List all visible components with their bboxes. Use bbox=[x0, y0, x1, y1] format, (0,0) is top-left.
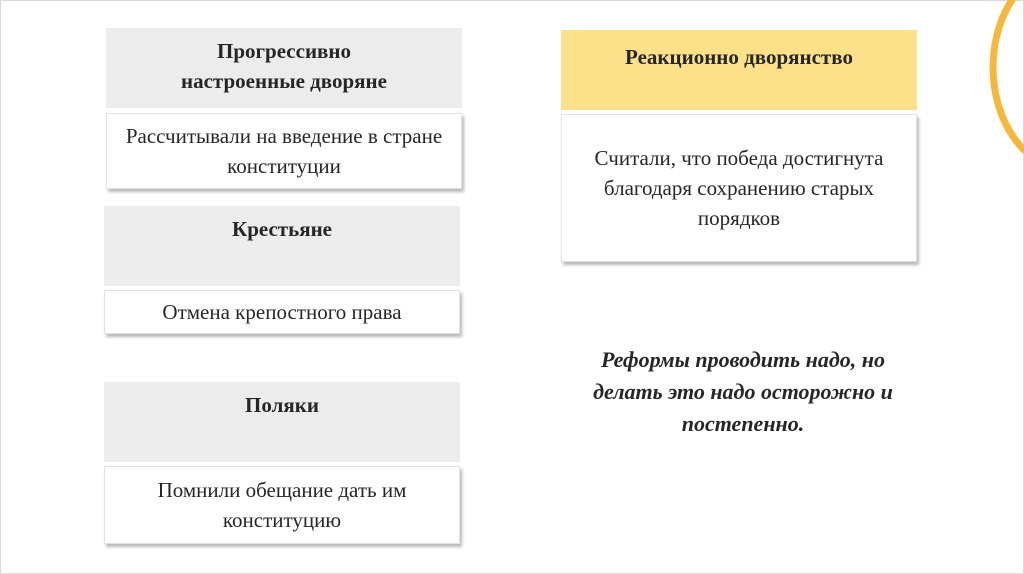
peasants-text: Отмена крепостного права bbox=[162, 300, 402, 324]
poles-text: Помнили обещание дать им конституцию bbox=[157, 478, 407, 532]
poles-title: Поляки bbox=[245, 393, 319, 417]
progressive-nobles-title: Прогрессивно настроенные дворяне bbox=[181, 39, 387, 93]
progressive-nobles-text: Рассчитывали на введение в стране конституции bbox=[125, 124, 443, 178]
reactionary-nobles-title: Реакционно дворянство bbox=[625, 45, 853, 69]
peasants-title: Крестьяне bbox=[231, 217, 332, 241]
reactionary-nobles-text: Считали, что победа достигнута благодаря сохранению старых порядков bbox=[594, 146, 884, 230]
conclusion-text: Реформы проводить надо, но делать это надо осторожно и постепенно. bbox=[593, 347, 893, 436]
